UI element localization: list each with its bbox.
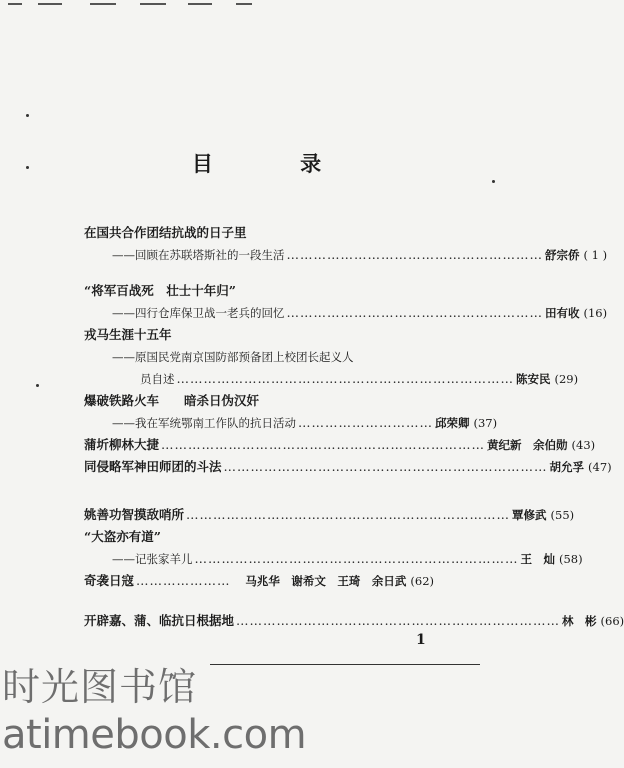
toc-entry-subtitle: ——我在军统鄂南工作队的抗日活动 bbox=[112, 416, 296, 430]
toc-entry-subtitle-cont: 员自述 bbox=[140, 372, 175, 386]
toc-entry-author: 陈安民 bbox=[516, 372, 551, 386]
toc-entry-page: (55) bbox=[550, 508, 575, 522]
toc-entry-page: (37) bbox=[473, 416, 498, 430]
toc-entry-author: 田有收 bbox=[545, 306, 580, 320]
toc-entry-author: 黄纪新 余伯勋 bbox=[487, 438, 568, 452]
leader-dots: ………………………… bbox=[298, 415, 433, 430]
toc-entry[interactable] bbox=[84, 324, 579, 390]
leader-dots: ………………… bbox=[136, 573, 231, 588]
toc-entry-page: (43) bbox=[571, 438, 596, 452]
toc-entry-line bbox=[84, 302, 608, 324]
toc-entry[interactable] bbox=[84, 504, 575, 526]
toc-entry-line bbox=[84, 244, 608, 266]
toc-entry-page: (58) bbox=[559, 552, 583, 566]
toc-entry-subtitle: ——回顾在苏联塔斯社的一段生活 bbox=[112, 248, 285, 262]
toc-entry-page: (29) bbox=[554, 372, 579, 386]
page-title: 目 录 bbox=[191, 151, 362, 176]
scan-speck bbox=[492, 180, 495, 183]
toc-entry-line bbox=[84, 434, 596, 456]
toc-entry-page: ( 1 ) bbox=[583, 248, 608, 262]
toc-entry-title: 奇袭日寇 bbox=[84, 573, 135, 588]
toc-entry-author: 马兆华 谢希文 王琦 余日武 bbox=[245, 574, 407, 588]
toc-entry-line bbox=[84, 456, 612, 478]
toc-entry-title: 开辟嘉、蒲、临抗日根据地 bbox=[84, 613, 235, 628]
toc-entry-title: 爆破铁路火车 暗杀日伪汉奸 bbox=[84, 393, 260, 408]
leader-dots: ……………………………………………………………… bbox=[236, 613, 561, 628]
toc-entry-line bbox=[84, 548, 583, 570]
leader-dots: ……………………………………………………………… bbox=[161, 437, 486, 452]
leader-dots: ………………………………………………… bbox=[286, 305, 543, 320]
toc-entry[interactable] bbox=[84, 280, 608, 324]
toc-entry-title: 同侵略军神田师团的斗法 bbox=[84, 459, 222, 474]
toc-entry-page: (47) bbox=[588, 460, 612, 474]
watermark-url: atimebook.com bbox=[2, 712, 307, 758]
toc-entry-subtitle: ——记张家羊儿 bbox=[112, 552, 193, 566]
toc-entry-title: “大盗亦有道” bbox=[84, 529, 161, 544]
toc-entry-author: 覃修武 bbox=[512, 508, 547, 522]
toc-entry-title: 姚善功智摸敌哨所 bbox=[84, 507, 185, 522]
toc-entry-author: 林 彬 bbox=[562, 614, 597, 628]
toc-entry-page: (66) bbox=[600, 614, 624, 628]
toc-entry-line bbox=[84, 610, 624, 632]
toc-entry-page: (16) bbox=[583, 306, 608, 320]
toc-entry[interactable] bbox=[84, 222, 608, 266]
toc-entry[interactable] bbox=[84, 434, 596, 456]
toc-entry[interactable] bbox=[84, 526, 583, 570]
toc-entry-title: 蒲圻柳林大捷 bbox=[84, 437, 160, 452]
toc-entry-title: 在国共合作团结抗战的日子里 bbox=[84, 225, 247, 240]
leader-dots: ……………………………………………………………… bbox=[194, 551, 519, 566]
toc-entry-line bbox=[84, 570, 434, 592]
toc-entry-title: “将军百战死 壮士十年归” bbox=[84, 283, 236, 298]
toc-entry-page: (62) bbox=[410, 574, 434, 588]
leader-dots: ………………………………………………………………… bbox=[176, 371, 514, 386]
scan-speck bbox=[36, 384, 39, 387]
table-of-contents bbox=[84, 222, 624, 632]
leader-dots: ………………………………………………… bbox=[286, 247, 543, 262]
toc-entry-author: 王 灿 bbox=[520, 552, 555, 566]
toc-entry-line bbox=[84, 368, 579, 390]
toc-entry-title: 戎马生涯十五年 bbox=[84, 327, 172, 342]
page-number: 1 bbox=[416, 632, 426, 648]
scan-speck bbox=[26, 114, 29, 117]
toc-entry[interactable] bbox=[84, 456, 612, 478]
toc-entry-subtitle: ——原国民党南京国防部预备团上校团长起义人 bbox=[112, 350, 354, 364]
toc-entry-line bbox=[84, 504, 575, 526]
leader-dots: ……………………………………………………………… bbox=[223, 459, 548, 474]
watermark bbox=[0, 664, 513, 760]
watermark-chinese: 时光图书馆 bbox=[2, 665, 198, 709]
toc-entry[interactable] bbox=[84, 390, 498, 434]
toc-entry[interactable] bbox=[84, 610, 624, 632]
toc-entry[interactable] bbox=[84, 570, 434, 592]
top-edge-marks bbox=[0, 0, 513, 10]
leader-dots: ……………………………………………………………… bbox=[186, 507, 511, 522]
toc-entry-author: 胡允孚 bbox=[549, 460, 585, 474]
toc-entry-author: 邱荣卿 bbox=[435, 416, 470, 430]
toc-entry-subtitle: ——四行仓库保卫战一老兵的回忆 bbox=[112, 306, 285, 320]
toc-entry-author: 舒宗侨 bbox=[545, 248, 580, 262]
toc-entry-line bbox=[84, 412, 498, 434]
